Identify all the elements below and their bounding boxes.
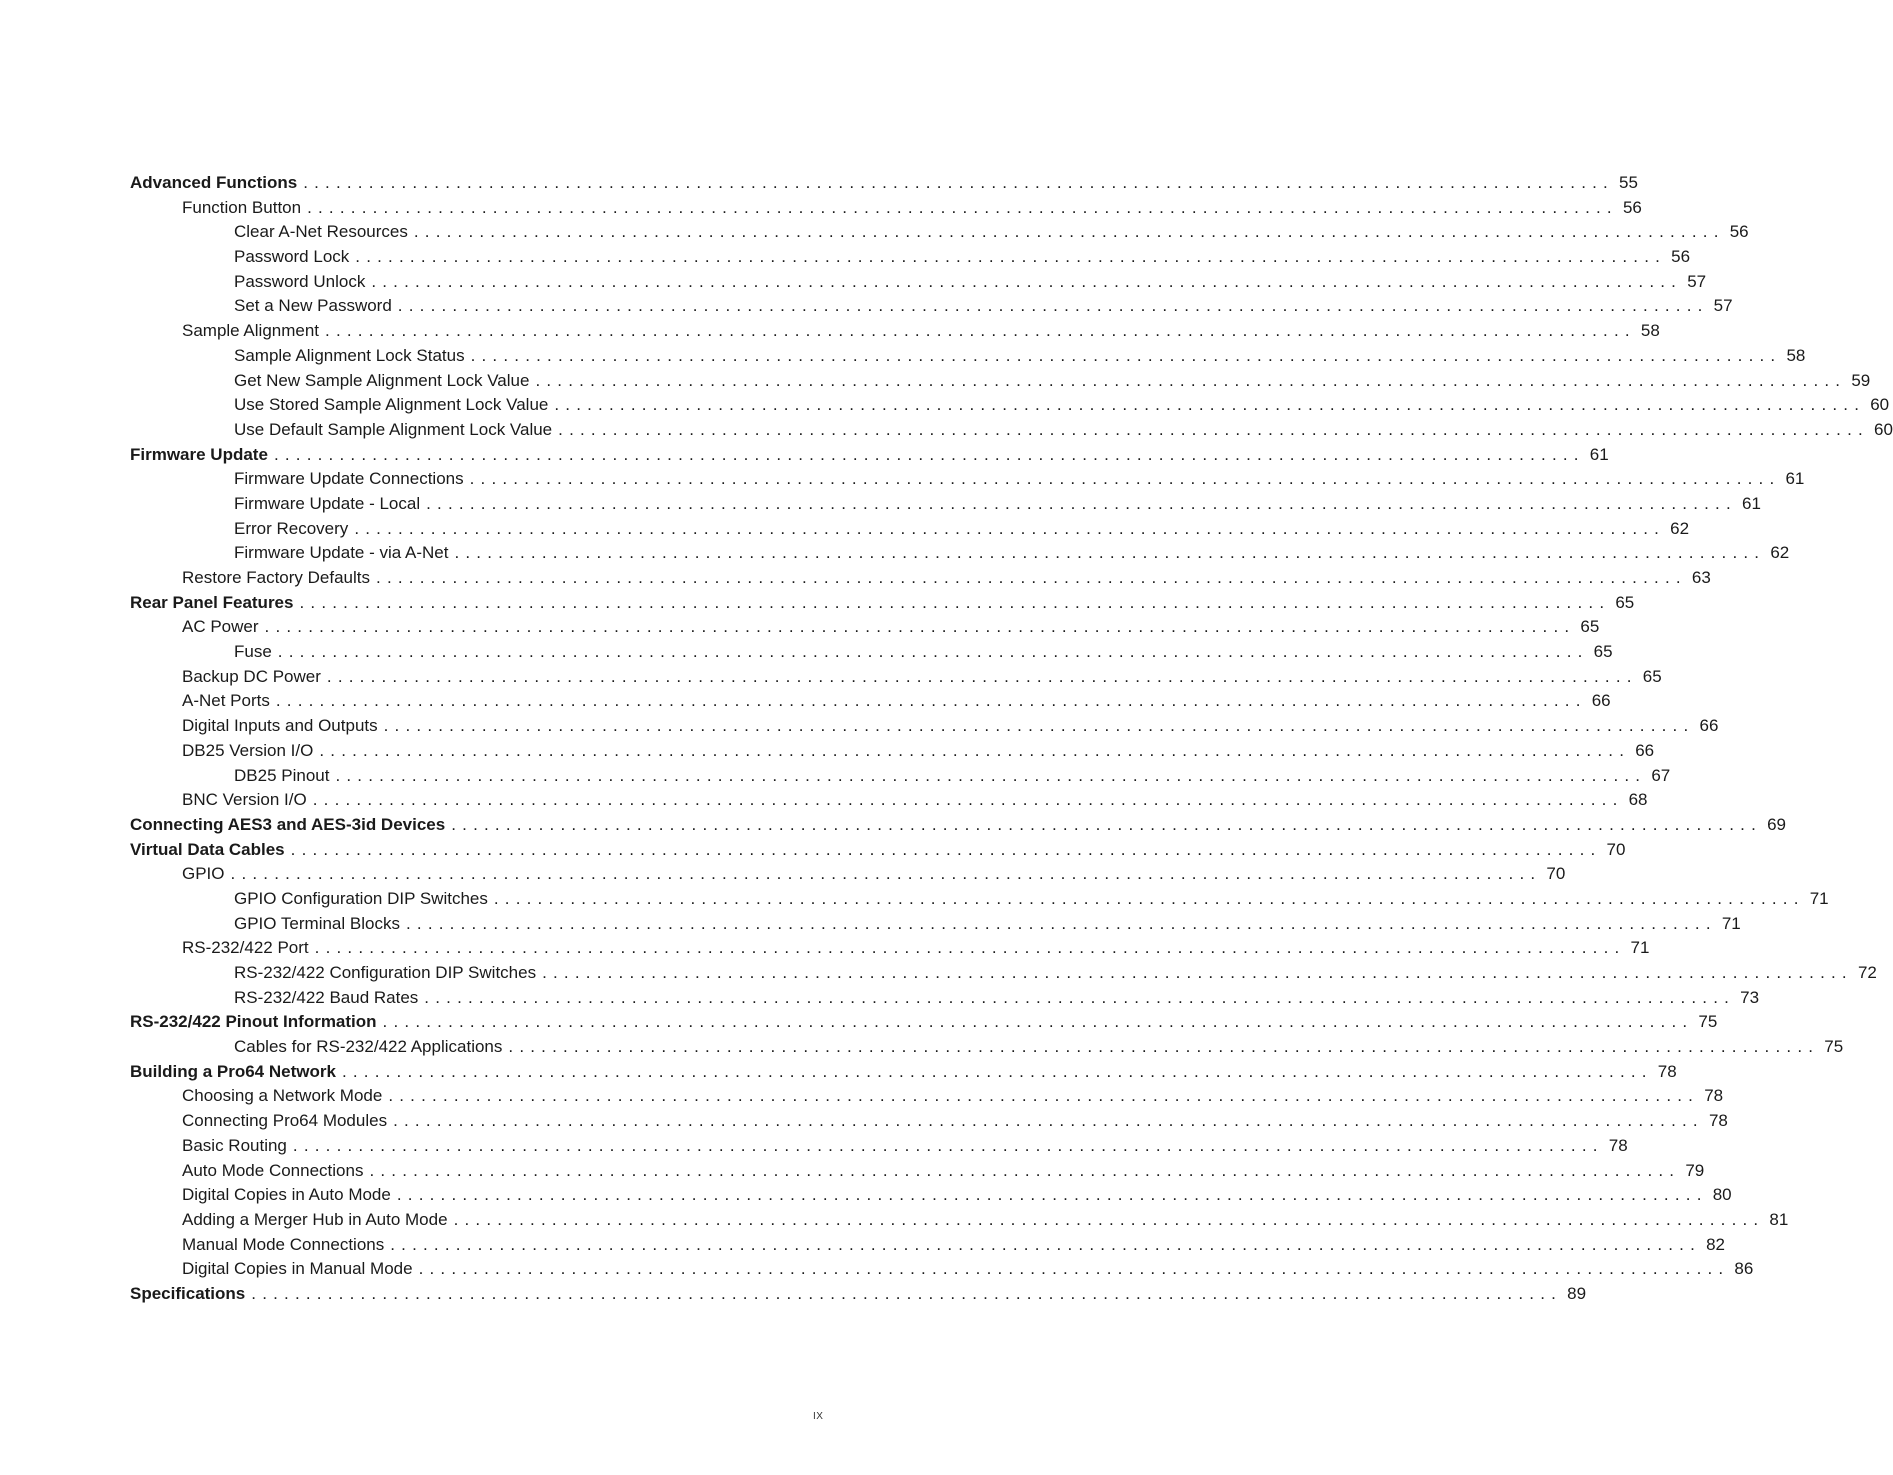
toc-entry-page: 66: [1699, 716, 1719, 736]
toc-dot-leader: ........................................................................................................................: [508, 1037, 1820, 1057]
toc-dot-leader: ........................................................................................................................: [451, 814, 1762, 834]
toc-entry-title: Clear A-Net Resources: [234, 222, 408, 242]
toc-dot-leader: ........................................................................................................................: [426, 493, 1737, 513]
toc-dot-leader: ........................................................................................................................: [393, 1111, 1704, 1131]
toc-entry-title: GPIO: [182, 864, 225, 884]
toc-dot-leader: ........................................................................................................................: [307, 197, 1618, 217]
toc-entry-title: A-Net Ports: [182, 691, 270, 711]
toc-dot-leader: ........................................................................................................................: [292, 1135, 1604, 1155]
toc-entry-title: RS-232/422 Pinout Information: [130, 1012, 377, 1032]
toc-dot-leader: ........................................................................................................................: [341, 1061, 1653, 1081]
toc-section-entry[interactable]: [130, 393, 1890, 418]
toc-dot-leader: ........................................................................................................................: [454, 543, 1766, 563]
toc-entry-page: 56: [1729, 222, 1749, 242]
toc-dot-leader: ........................................................................................................................: [535, 370, 1847, 390]
toc-section-entry[interactable]: [130, 689, 1611, 714]
toc-dot-leader: ........................................................................................................................: [275, 691, 1587, 711]
toc-entry-title: Auto Mode Connections: [182, 1160, 364, 1180]
toc-entry-title: Specifications: [130, 1283, 246, 1303]
toc-section-entry[interactable]: [130, 1208, 1789, 1233]
toc-section-entry[interactable]: [130, 541, 1790, 566]
toc-dot-leader: ........................................................................................................................: [264, 617, 1576, 637]
toc-entry-page: 86: [1734, 1259, 1754, 1279]
toc-entry-page: 56: [1622, 197, 1642, 217]
toc-section-entry[interactable]: [130, 986, 1760, 1011]
toc-dot-leader: ........................................................................................................................: [405, 913, 1717, 933]
toc-entry-page: 78: [1708, 1111, 1728, 1131]
toc-dot-leader: ........................................................................................................................: [290, 839, 1602, 859]
toc-entry-page: 66: [1591, 691, 1611, 711]
toc-dot-leader: ........................................................................................................................: [493, 888, 1805, 908]
toc-entry-page: 57: [1687, 271, 1707, 291]
toc-entry-page: 70: [1606, 839, 1626, 859]
toc-entry-page: 67: [1651, 765, 1671, 785]
toc-entry-title: Sample Alignment: [182, 321, 320, 341]
toc-entry-title: Connecting AES3 and AES-3id Devices: [130, 814, 446, 834]
toc-section-entry[interactable]: [130, 1035, 1844, 1060]
toc-entry-title: Get New Sample Alignment Lock Value: [234, 370, 530, 390]
toc-dot-leader: ........................................................................................................................: [424, 987, 1736, 1007]
toc-dot-leader: ........................................................................................................................: [230, 864, 1542, 884]
toc-entry-page: 59: [1851, 370, 1871, 390]
toc-section-entry[interactable]: [130, 517, 1690, 542]
toc-entry-page: 55: [1619, 173, 1638, 192]
toc-section-entry[interactable]: [130, 566, 1711, 591]
toc-entry-title: Password Lock: [234, 247, 350, 267]
toc-entry-title: Sample Alignment Lock Status: [234, 345, 465, 365]
toc-entry-page: 80: [1712, 1185, 1732, 1205]
toc-section-entry[interactable]: [130, 319, 1660, 344]
toc-entry-title: RS-232/422 Configuration DIP Switches: [234, 963, 537, 982]
toc-section-entry[interactable]: [130, 936, 1650, 961]
toc-section-entry[interactable]: [130, 1233, 1726, 1258]
toc-dot-leader: ........................................................................................................................: [273, 444, 1585, 464]
toc-entry-title: Rear Panel Features: [130, 592, 294, 612]
toc-entry-page: 70: [1546, 864, 1566, 884]
toc-dot-leader: ........................................................................................................................: [376, 568, 1687, 587]
toc-entry-title: Password Unlock: [234, 271, 366, 291]
toc-section-entry[interactable]: [130, 220, 1749, 245]
page-number: IX: [813, 1411, 824, 1422]
toc-dot-leader: ........................................................................................................................: [251, 1283, 1563, 1303]
toc-entry-title: Virtual Data Cables: [130, 839, 285, 859]
toc-entry-page: 89: [1567, 1283, 1587, 1303]
toc-entry-page: 78: [1704, 1086, 1724, 1106]
toc-entry-page: 58: [1786, 345, 1806, 365]
toc-section-entry[interactable]: [130, 294, 1733, 319]
toc-dot-leader: ........................................................................................................................: [326, 666, 1638, 686]
toc-dot-leader: ........................................................................................................................: [355, 247, 1667, 267]
toc-entry-title: DB25 Pinout: [234, 765, 330, 785]
toc-entry-page: 69: [1767, 814, 1786, 834]
toc-entry-page: 75: [1824, 1037, 1844, 1057]
toc-dot-leader: ........................................................................................................................: [371, 271, 1683, 291]
toc-dot-leader: ........................................................................................................................: [558, 419, 1869, 439]
toc-section-entry[interactable]: [130, 467, 1805, 492]
toc-dot-leader: ........................................................................................................................: [277, 642, 1589, 662]
toc-entry-page: 72: [1857, 963, 1877, 982]
toc-dot-leader: ........................................................................................................................: [469, 469, 1781, 489]
toc-section-entry[interactable]: [130, 1183, 1732, 1208]
toc-entry-page: 82: [1706, 1234, 1726, 1254]
toc-dot-leader: ........................................................................................................................: [470, 345, 1782, 365]
toc-entry-page: 65: [1580, 617, 1600, 637]
toc-dot-leader: ........................................................................................................................: [303, 173, 1614, 192]
toc-dot-leader: ........................................................................................................................: [325, 321, 1636, 341]
toc-entry-title: Error Recovery: [234, 518, 349, 538]
toc-chapter-entry[interactable]: [130, 813, 1786, 838]
toc-section-entry[interactable]: [130, 862, 1566, 887]
toc-section-entry[interactable]: [130, 1109, 1728, 1134]
toc-dot-leader: ........................................................................................................................: [413, 222, 1725, 242]
toc-entry-title: Advanced Functions: [130, 173, 298, 192]
toc-entry-page: 60: [1874, 419, 1893, 439]
toc-entry-title: Fuse: [234, 642, 272, 662]
toc-entry-page: 68: [1628, 790, 1648, 810]
toc-entry-title: RS-232/422 Port: [182, 938, 309, 958]
toc-section-entry[interactable]: [130, 615, 1600, 640]
toc-dot-leader: ........................................................................................................................: [314, 938, 1626, 958]
toc-section-entry[interactable]: [130, 739, 1655, 764]
toc-entry-page: 71: [1721, 913, 1741, 933]
toc-dot-leader: ........................................................................................................................: [396, 1185, 1708, 1205]
toc-entry-title: Function Button: [182, 197, 302, 217]
toc-entry-title: Building a Pro64 Network: [130, 1061, 336, 1081]
toc-entry-page: 81: [1769, 1209, 1789, 1229]
toc-entry-page: 65: [1593, 642, 1613, 662]
toc-entry-page: 75: [1698, 1012, 1718, 1032]
toc-section-entry[interactable]: [130, 344, 1806, 369]
toc-entry-title: RS-232/422 Baud Rates: [234, 987, 419, 1007]
toc-entry-title: BNC Version I/O: [182, 790, 307, 810]
toc-dot-leader: ........................................................................................................................: [312, 790, 1624, 810]
toc-entry-page: 65: [1642, 666, 1662, 686]
toc-entry-title: AC Power: [182, 617, 259, 637]
toc-section-entry[interactable]: [130, 714, 1719, 739]
toc-section-entry[interactable]: [130, 640, 1613, 665]
toc-dot-leader: ........................................................................................................................: [299, 592, 1611, 612]
toc-section-entry[interactable]: [130, 887, 1829, 912]
toc-entry-page: 78: [1608, 1135, 1628, 1155]
toc-entry-page: 78: [1657, 1061, 1677, 1081]
toc-dot-leader: ........................................................................................................................: [388, 1086, 1700, 1106]
toc-section-entry[interactable]: [130, 492, 1761, 517]
toc-chapter-entry[interactable]: [130, 1010, 1718, 1035]
toc-entry-page: 61: [1785, 469, 1805, 489]
toc-entry-title: GPIO Terminal Blocks: [234, 913, 400, 933]
toc-entry-page: 73: [1740, 987, 1760, 1007]
toc-dot-leader: ........................................................................................................................: [418, 1259, 1730, 1279]
toc-entry-title: Cables for RS-232/422 Applications: [234, 1037, 503, 1057]
toc-entry-page: 58: [1640, 321, 1660, 341]
toc-section-entry[interactable]: [130, 1257, 1754, 1282]
toc-entry-title: Connecting Pro64 Modules: [182, 1111, 388, 1131]
toc-dot-leader: ........................................................................................................................: [453, 1209, 1765, 1229]
toc-section-entry[interactable]: [130, 369, 1871, 394]
toc-entry-title: Digital Copies in Auto Mode: [182, 1185, 391, 1205]
toc-dot-leader: ........................................................................................................................: [335, 765, 1647, 785]
toc-chapter-entry[interactable]: [130, 838, 1626, 863]
toc-dot-leader: ........................................................................................................................: [542, 963, 1853, 982]
toc-dot-leader: ........................................................................................................................: [383, 716, 1695, 736]
toc-entry-page: 61: [1589, 444, 1609, 464]
toc-dot-leader: ........................................................................................................................: [354, 518, 1666, 538]
toc-entry-title: DB25 Version I/O: [182, 740, 314, 760]
toc-entry-title: Firmware Update - Local: [234, 493, 421, 513]
toc-entry-page: 62: [1770, 543, 1790, 563]
toc-section-entry[interactable]: [130, 1134, 1628, 1159]
toc-entry-page: 63: [1691, 568, 1711, 587]
toc-chapter-entry[interactable]: [130, 591, 1635, 616]
toc-section-entry[interactable]: [130, 196, 1642, 221]
toc-section-entry[interactable]: [130, 764, 1671, 789]
table-of-contents: [130, 171, 1893, 1307]
toc-dot-leader: ........................................................................................................................: [554, 395, 1866, 415]
toc-entry-title: Digital Copies in Manual Mode: [182, 1259, 413, 1279]
toc-section-entry[interactable]: [130, 788, 1648, 813]
toc-entry-title: Set a New Password: [234, 296, 392, 316]
toc-entry-page: 71: [1630, 938, 1650, 958]
toc-dot-leader: ........................................................................................................................: [382, 1012, 1694, 1032]
toc-entry-title: Basic Routing: [182, 1135, 287, 1155]
toc-entry-page: 71: [1809, 888, 1829, 908]
toc-section-entry[interactable]: [130, 1084, 1724, 1109]
toc-entry-page: 65: [1615, 592, 1635, 612]
toc-entry-title: GPIO Configuration DIP Switches: [234, 888, 488, 908]
toc-entry-title: Use Stored Sample Alignment Lock Value: [234, 395, 549, 415]
toc-entry-title: Firmware Update: [130, 444, 268, 464]
toc-section-entry[interactable]: [130, 665, 1662, 690]
toc-entry-page: 62: [1670, 518, 1690, 538]
toc-entry-title: Firmware Update Connections: [234, 469, 464, 489]
toc-entry-title: Use Default Sample Alignment Lock Value: [234, 419, 553, 439]
toc-dot-leader: ........................................................................................................................: [369, 1160, 1681, 1180]
toc-entry-title: Restore Factory Defaults: [182, 568, 371, 587]
toc-section-entry[interactable]: [130, 270, 1707, 295]
toc-entry-title: Backup DC Power: [182, 666, 321, 686]
toc-entry-title: Digital Inputs and Outputs: [182, 716, 378, 736]
toc-entry-title: Manual Mode Connections: [182, 1234, 385, 1254]
toc-section-entry[interactable]: [130, 245, 1691, 270]
toc-section-entry[interactable]: [130, 1159, 1705, 1184]
toc-chapter-entry[interactable]: [130, 443, 1609, 468]
toc-dot-leader: ........................................................................................................................: [397, 296, 1709, 316]
toc-entry-page: 79: [1685, 1160, 1705, 1180]
toc-chapter-entry[interactable]: [130, 1060, 1677, 1085]
toc-chapter-entry[interactable]: [130, 1282, 1587, 1307]
toc-section-entry[interactable]: [130, 912, 1741, 937]
toc-dot-leader: ........................................................................................................................: [390, 1234, 1702, 1254]
toc-entry-title: Firmware Update - via A-Net: [234, 543, 449, 563]
toc-entry-page: 61: [1741, 493, 1761, 513]
toc-entry-page: 60: [1870, 395, 1890, 415]
toc-entry-page: 57: [1713, 296, 1733, 316]
toc-dot-leader: ........................................................................................................................: [319, 740, 1631, 760]
toc-chapter-entry[interactable]: [130, 171, 1638, 196]
toc-entry-page: 66: [1635, 740, 1655, 760]
toc-entry-page: 56: [1671, 247, 1691, 267]
toc-entry-title: Adding a Merger Hub in Auto Mode: [182, 1209, 448, 1229]
toc-entry-title: Choosing a Network Mode: [182, 1086, 383, 1106]
toc-section-entry[interactable]: [130, 418, 1893, 443]
toc-section-entry[interactable]: [130, 961, 1877, 986]
